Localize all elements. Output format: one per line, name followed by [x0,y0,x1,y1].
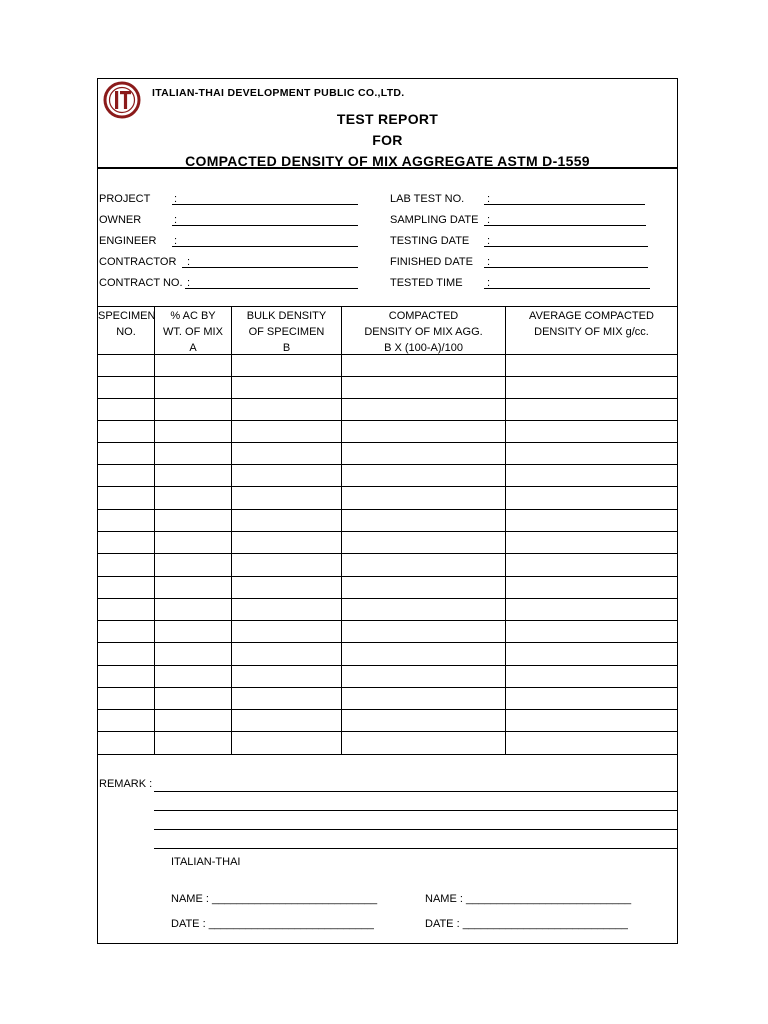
col-header-bulk-density: BULK DENSITY OF SPECIMEN B [246,310,327,354]
table-row [98,442,677,443]
col-header-average-density: AVERAGE COMPACTED DENSITY OF MIX g/cc. [529,310,654,338]
date-field-1[interactable]: DATE : ___________________________ [171,918,374,930]
tested-time-sep: : [487,277,491,289]
project-label: PROJECT [99,193,151,205]
col-header-compacted-density: COMPACTED DENSITY OF MIX AGG. B X (100-A)/100 [364,310,483,354]
company-name: ITALIAN-THAI DEVELOPMENT PUBLIC CO.,LTD. [152,87,405,99]
table-row [98,687,677,688]
finished-date-label: FINISHED DATE [390,256,473,268]
lab-test-no-label: LAB TEST NO. [390,193,465,205]
table-row [98,620,677,621]
name-field-1[interactable]: NAME : ___________________________ [171,893,378,905]
sampling-date-field[interactable] [484,225,646,226]
remark-line-4[interactable] [154,848,677,849]
signature-org: ITALIAN-THAI [171,856,241,868]
owner-field[interactable] [172,225,358,226]
finished-date-sep: : [487,256,491,268]
engineer-label: ENGINEER [99,235,157,247]
table-row [98,665,677,666]
remark-line-3[interactable] [154,829,677,830]
lab-test-no-field[interactable] [484,204,645,205]
remark-line-2[interactable] [154,810,677,811]
engineer-sep: : [174,235,178,247]
table-row [98,376,677,377]
report-title: TEST REPORT [336,111,439,127]
col-header-ac: % AC BY WT. OF MIX A [163,310,223,354]
finished-date-field[interactable] [484,267,648,268]
table-row [98,731,677,732]
testing-date-field[interactable] [484,246,648,247]
testing-date-label: TESTING DATE [390,235,470,247]
table-row [98,354,677,355]
project-field[interactable] [172,204,358,205]
owner-label: OWNER [99,214,142,226]
table-row [98,709,677,710]
table-row [98,420,677,421]
owner-sep: : [174,214,178,226]
name-field-2[interactable]: NAME : ___________________________ [425,893,632,905]
sampling-date-label: SAMPLING DATE [390,214,479,226]
contract-no-field[interactable] [185,288,358,289]
table-row [98,576,677,577]
table-row [98,464,677,465]
table-row [98,531,677,532]
contractor-label: CONTRACTOR [99,256,177,268]
testing-date-sep: : [487,235,491,247]
table-row [98,598,677,599]
table-bottom-border [98,754,677,755]
engineer-field[interactable] [172,246,358,247]
table-row [98,398,677,399]
tested-time-field[interactable] [484,288,650,289]
table-row [98,642,677,643]
table-top-border [98,306,677,307]
contractor-sep: : [187,256,191,268]
report-form [97,78,678,944]
table-row [98,509,677,510]
date-field-2[interactable]: DATE : ___________________________ [425,918,628,930]
sampling-date-sep: : [487,214,491,226]
table-row [98,486,677,487]
report-title-for: FOR [372,132,403,148]
contractor-field[interactable] [182,267,358,268]
lab-test-no-sep: : [487,193,491,205]
remark-line-1[interactable] [154,791,677,792]
col-header-specimen: SPECIMEN NO. [98,310,156,338]
contract-no-sep: : [187,277,191,289]
remark-label: REMARK : [99,778,153,790]
report-subtitle: COMPACTED DENSITY OF MIX AGGREGATE ASTM D-1559 [185,153,590,169]
table-row [98,553,677,554]
header-divider [98,167,677,169]
tested-time-label: TESTED TIME [390,277,463,289]
contract-no-label: CONTRACT NO. [99,277,183,289]
project-sep: : [174,193,178,205]
